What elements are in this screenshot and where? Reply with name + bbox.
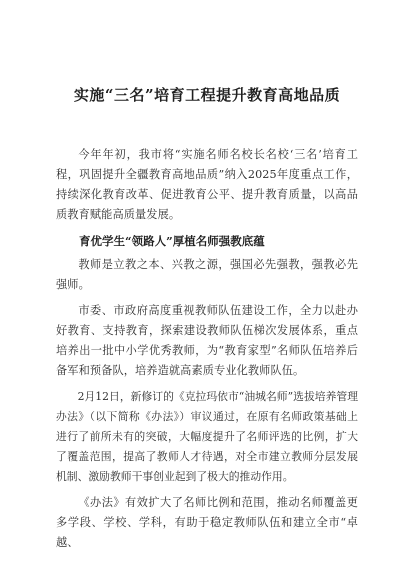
paragraph-coverage: 《办法》有效扩大了名师比例和范围，推动名师覆盖更多学段、学校、学科，有助于稳定教师队伍和建立全市“卓越、 — [56, 496, 358, 549]
paragraph-intro: 今年年初，我市将“实施名师名校长名校‘三名’培育工程，巩固提升全疆教育高地品质”纳入2025年度重点工作，持续深化教育改革、促进教育公平、提升教育质量，以高品质教育赋能高质量发展。 — [56, 148, 358, 221]
paragraph-teachers: 教师是立教之本、兴教之源，强国必先强教，强教必先强师。 — [56, 258, 358, 291]
paragraph-government: 市委、市政府高度重视教师队伍建设工作，全力以赴办好教育、支持教育，探索建设教师队伍梯次发展体系，重点培养出一批中小学优秀教师，为“教育家型”名师队伍培养后备军和预备队，培养造就高素质专业化教师队伍。 — [56, 304, 358, 377]
document-title: 实施“三名”培育工程提升教育高地品质 — [73, 86, 341, 104]
paragraph-regulation: 2月12日，新修订的《克拉玛依市“油城名师”选拔培养管理办法》（以下简称《办法》）审议通过，在原有名师政策基础上进行了前所未有的突破，大幅度提升了名师评选的比例，扩大了覆盖范围，提高了教师人才待遇，对全市建立教师分层发展机制、激励教师干事创业起到了极大的推动作用。 — [56, 390, 358, 483]
section-heading: 育优学生“领路人”厚植名师强教底蕴 — [79, 234, 265, 248]
